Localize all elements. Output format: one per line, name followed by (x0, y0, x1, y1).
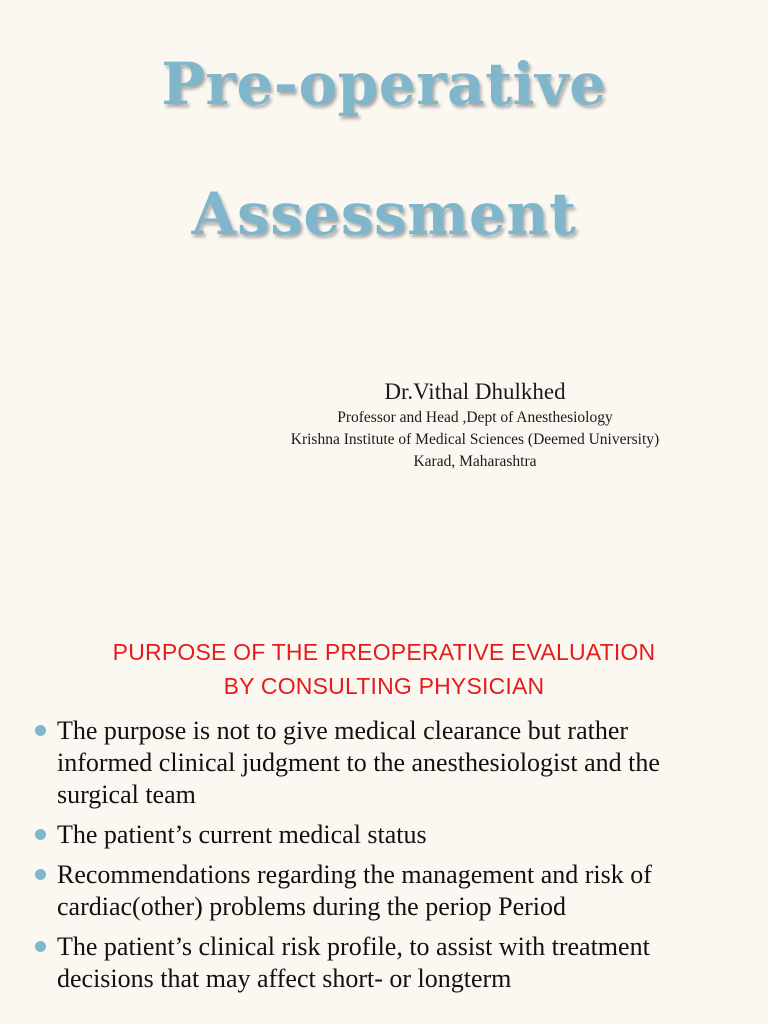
bullet-item (0, 715, 768, 811)
slide-heading-line-1: PURPOSE OF THE PREOPERATIVE EVALUATION (112, 639, 656, 665)
author-institution: Krishna Institute of Medical Sciences (Deemed University) (290, 431, 660, 448)
bullet-item (0, 819, 768, 851)
bullet-dot-icon (35, 725, 46, 736)
slide-title-line-2: Assessment (191, 180, 577, 248)
author-location: Karad, Maharashtra (413, 453, 537, 470)
bullet-list (0, 715, 768, 1003)
bullet-item (0, 859, 768, 923)
purpose-slide (0, 590, 768, 1024)
author-name: Dr.Vithal Dhulkhed (384, 379, 566, 404)
bullet-dot-icon (35, 941, 46, 952)
bullet-text: The patient’s current medical status (57, 820, 427, 849)
bullet-dot-icon (35, 869, 46, 880)
author-block (180, 377, 768, 473)
bullet-text: Recommendations regarding the management and risk of cardiac(other) problems during the periop Period (57, 860, 652, 921)
bullet-item (0, 931, 768, 995)
slide-heading-line-2: BY CONSULTING PHYSICIAN (223, 673, 545, 699)
bullet-text: The purpose is not to give medical clearance but rather informed clinical judgment to the anesthesiologist and the surgical team (57, 716, 660, 809)
slide-title-line-1: Pre-operative (161, 50, 607, 118)
author-position: Professor and Head ,Dept of Anesthesiology (337, 409, 613, 426)
bullet-dot-icon (35, 829, 46, 840)
bullet-text: The patient’s clinical risk profile, to assist with treatment decisions that may affect short- or longterm (57, 932, 650, 993)
slide-heading (0, 635, 768, 703)
